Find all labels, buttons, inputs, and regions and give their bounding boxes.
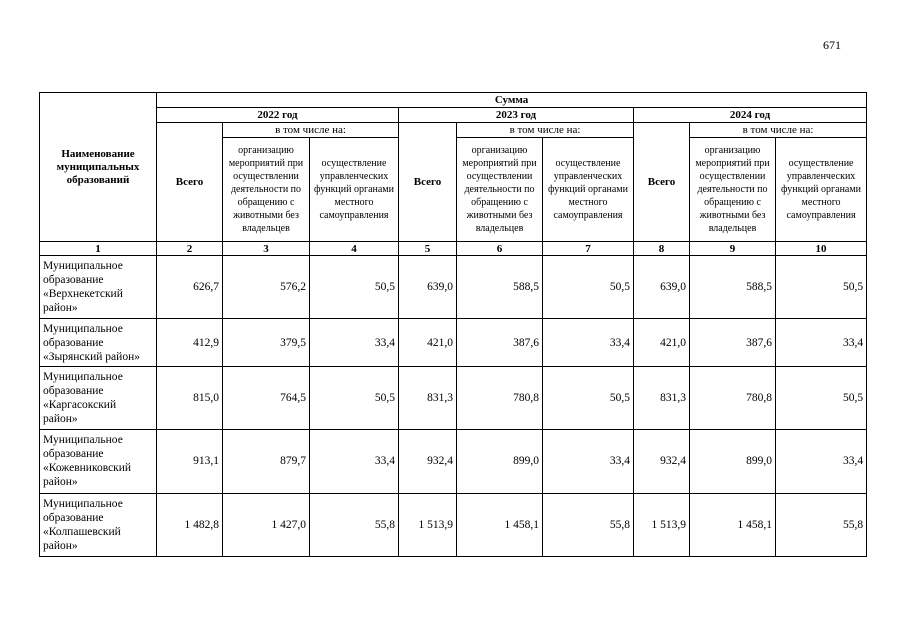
table-cell: 379,5 (223, 319, 310, 367)
table-cell: 639,0 (634, 256, 690, 319)
name-column-header: Наименование муниципальных образований (40, 93, 157, 242)
table-cell: 50,5 (776, 256, 867, 319)
table-cell: 55,8 (776, 493, 867, 556)
year-header-2022: 2022 год (157, 108, 399, 123)
table-cell: 55,8 (543, 493, 634, 556)
year-header-2023: 2023 год (399, 108, 634, 123)
table-row (40, 319, 867, 367)
table-cell: 33,4 (310, 430, 399, 493)
table-cell: 879,7 (223, 430, 310, 493)
management-header-2022: осуществление управленческих функций органами местного самоуправления (310, 138, 399, 242)
municipality-name: Муниципальное образование «Кожевниковский район» (40, 430, 157, 493)
municipality-name: Муниципальное образование «Верхнекетский район» (40, 256, 157, 319)
table-cell: 831,3 (399, 367, 457, 430)
table-row (40, 430, 867, 493)
table-cell: 1 458,1 (457, 493, 543, 556)
animals-header-2022: организацию мероприятий при осуществлении деятельности по обращению с животными без владельцев (223, 138, 310, 242)
table-cell: 899,0 (457, 430, 543, 493)
table-cell: 815,0 (157, 367, 223, 430)
total-header-2024: Всего (634, 123, 690, 242)
table-cell: 913,1 (157, 430, 223, 493)
table-cell: 1 513,9 (634, 493, 690, 556)
column-number: 9 (690, 242, 776, 256)
animals-header-2024: организацию мероприятий при осуществлении деятельности по обращению с животными без владельцев (690, 138, 776, 242)
table-cell: 50,5 (310, 367, 399, 430)
column-number: 4 (310, 242, 399, 256)
total-header-2022: Всего (157, 123, 223, 242)
table-cell: 421,0 (399, 319, 457, 367)
table-cell: 831,3 (634, 367, 690, 430)
page-number: 671 (823, 38, 841, 52)
table-cell: 387,6 (457, 319, 543, 367)
municipality-name: Муниципальное образование «Зырянский район» (40, 319, 157, 367)
animals-header-2023: организацию мероприятий при осуществлении деятельности по обращению с животными без владельцев (457, 138, 543, 242)
column-number: 7 (543, 242, 634, 256)
column-number: 2 (157, 242, 223, 256)
municipality-name: Муниципальное образование «Каргасокский район» (40, 367, 157, 430)
table-cell: 33,4 (776, 430, 867, 493)
table-cell: 932,4 (634, 430, 690, 493)
table-cell: 50,5 (543, 367, 634, 430)
table-cell: 50,5 (310, 256, 399, 319)
table-cell: 421,0 (634, 319, 690, 367)
column-number: 8 (634, 242, 690, 256)
column-number-row (40, 242, 867, 256)
table-cell: 588,5 (690, 256, 776, 319)
table-cell: 1 427,0 (223, 493, 310, 556)
table-cell: 1 482,8 (157, 493, 223, 556)
table-cell: 1 458,1 (690, 493, 776, 556)
table-cell: 780,8 (457, 367, 543, 430)
including-header-2024: в том числе на: (690, 123, 867, 138)
table-cell: 33,4 (776, 319, 867, 367)
table-row (40, 493, 867, 556)
table-cell: 899,0 (690, 430, 776, 493)
management-header-2024: осуществление управленческих функций органами местного самоуправления (776, 138, 867, 242)
table-cell: 50,5 (543, 256, 634, 319)
column-number: 1 (40, 242, 157, 256)
sum-header: Сумма (157, 93, 867, 108)
column-number: 3 (223, 242, 310, 256)
budget-table (39, 92, 867, 557)
table-cell: 55,8 (310, 493, 399, 556)
table-row (40, 256, 867, 319)
total-header-2023: Всего (399, 123, 457, 242)
table-cell: 576,2 (223, 256, 310, 319)
table-cell: 932,4 (399, 430, 457, 493)
column-number: 5 (399, 242, 457, 256)
municipality-name: Муниципальное образование «Колпашевский район» (40, 493, 157, 556)
table-cell: 626,7 (157, 256, 223, 319)
table-cell: 33,4 (543, 430, 634, 493)
table-cell: 412,9 (157, 319, 223, 367)
table-cell: 33,4 (543, 319, 634, 367)
including-header-2023: в том числе на: (457, 123, 634, 138)
year-header-2024: 2024 год (634, 108, 867, 123)
including-header-2022: в том числе на: (223, 123, 399, 138)
column-number: 10 (776, 242, 867, 256)
table-cell: 780,8 (690, 367, 776, 430)
table-cell: 588,5 (457, 256, 543, 319)
table-cell: 33,4 (310, 319, 399, 367)
table-row (40, 367, 867, 430)
table-cell: 50,5 (776, 367, 867, 430)
table-cell: 1 513,9 (399, 493, 457, 556)
table-cell: 764,5 (223, 367, 310, 430)
management-header-2023: осуществление управленческих функций органами местного самоуправления (543, 138, 634, 242)
table-cell: 387,6 (690, 319, 776, 367)
column-number: 6 (457, 242, 543, 256)
table-cell: 639,0 (399, 256, 457, 319)
